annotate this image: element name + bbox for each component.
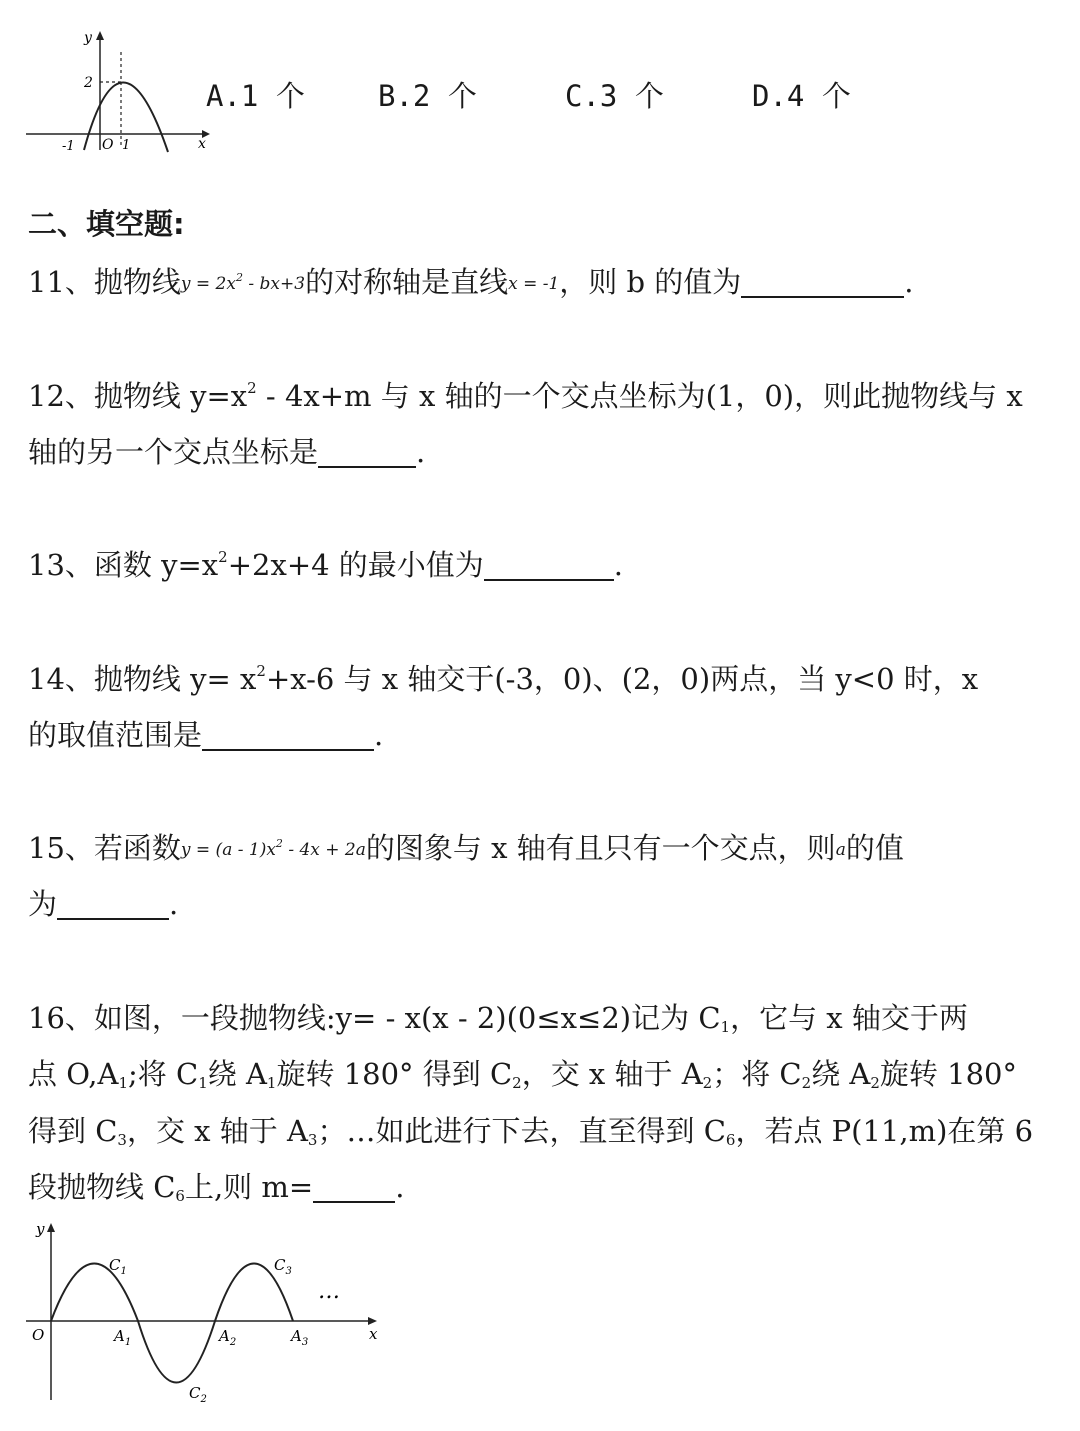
bottom-graph-x-label: x [369,1325,378,1343]
bottom-x-axis-arrow [368,1317,377,1325]
bottom-parabola-chain-graph [18,1218,388,1418]
question-11: 11、抛物线$y = 2x^2 - bx+3$的对称轴是直线x = -1，则 b 的值为 . [28,265,914,299]
top-parabola-graph [22,22,212,157]
curve-c2 [138,1321,215,1383]
question-15-line2: 为 . [28,887,179,921]
question-16-line4: 段抛物线 $C_6$上,则 m= . [28,1170,405,1205]
question-16-line2: 点 $O,A_1$;将 $C_1$绕 $A_1$旋转 180° 得到 $C_2$，交 x 轴于 $A_2$；将 $C_2$绕 $A_2$旋转 180° [28,1057,1017,1092]
top-graph-1-label: 1 [122,138,131,153]
question-14-line1: 14、抛物线 $y= x^2+x-6$ 与 x 轴交于(-3，0)、(2，0)两点，当 y<0 时，x [28,662,979,696]
q15-formula: $y = (a - 1)x^2 - 4x + 2a$ [180,837,366,860]
q12-answer-blank[interactable] [318,440,416,468]
option-d: D.4 个 [752,79,851,113]
q14-answer-blank[interactable] [202,723,374,751]
continuation-dots: … [318,1279,340,1304]
q11-formula: $y = 2x^2 - bx+3$ [180,271,306,294]
label-a3: $A_3$ [291,1327,309,1348]
y-axis-arrow [96,31,104,40]
question-15-line1: 15、若函数$y = (a - 1)x^2 - 4x + 2a$的图象与 x 轴有且只有一个交点，则a的值 [28,831,904,865]
option-b: B.2 个 [378,79,477,113]
top-graph-2-label: 2 [84,75,93,91]
question-16-line3: 得到 $C_3$，交 x 轴于 $A_3$；…如此进行下去，直至得到 $C_6$，若点 P(11,m)在第 6 [28,1114,1034,1149]
label-c1: $C_1$ [109,1256,127,1277]
q11-axis-formula: x = -1 [508,274,560,294]
q13-answer-blank[interactable] [484,553,614,581]
q15-answer-blank[interactable] [57,892,169,920]
label-a2: $A_2$ [219,1327,237,1348]
top-graph-x-label: x [198,136,206,152]
label-c3: $C_3$ [274,1256,292,1277]
bottom-y-axis-arrow [47,1223,55,1232]
q15-var-a: a [835,840,846,860]
label-a1: $A_1$ [114,1327,132,1348]
bottom-graph-y-label: y [36,1220,45,1238]
q16-answer-blank[interactable] [313,1175,395,1203]
top-graph-y-label: y [84,30,92,46]
bottom-graph-origin-label: O [32,1326,45,1344]
label-c2: $C_2$ [189,1384,207,1405]
top-graph-origin-label: O [102,137,114,153]
q11-answer-blank[interactable] [741,270,904,298]
section-title: 二、填空题: [28,207,185,241]
question-12-line2: 轴的另一个交点坐标是 . [28,435,426,469]
question-12-line1: 12、抛物线 $y=x^2 - 4x+m$ 与 x 轴的一个交点坐标为(1，0)，则此抛物线与 x [28,379,1023,413]
question-13: 13、函数 $y=x^2+2x+4$ 的最小值为 . [28,548,624,582]
question-16-line1: 16、如图，一段抛物线:y= - x(x - 2)(0≤x≤2)记为 $C_1$，它与 x 轴交于两 [28,1001,968,1036]
option-c: C.3 个 [565,79,664,113]
option-a: A.1 个 [206,79,305,113]
top-graph-neg1-label: -1 [62,139,75,154]
question-14-line2: 的取值范围是 . [28,718,384,752]
